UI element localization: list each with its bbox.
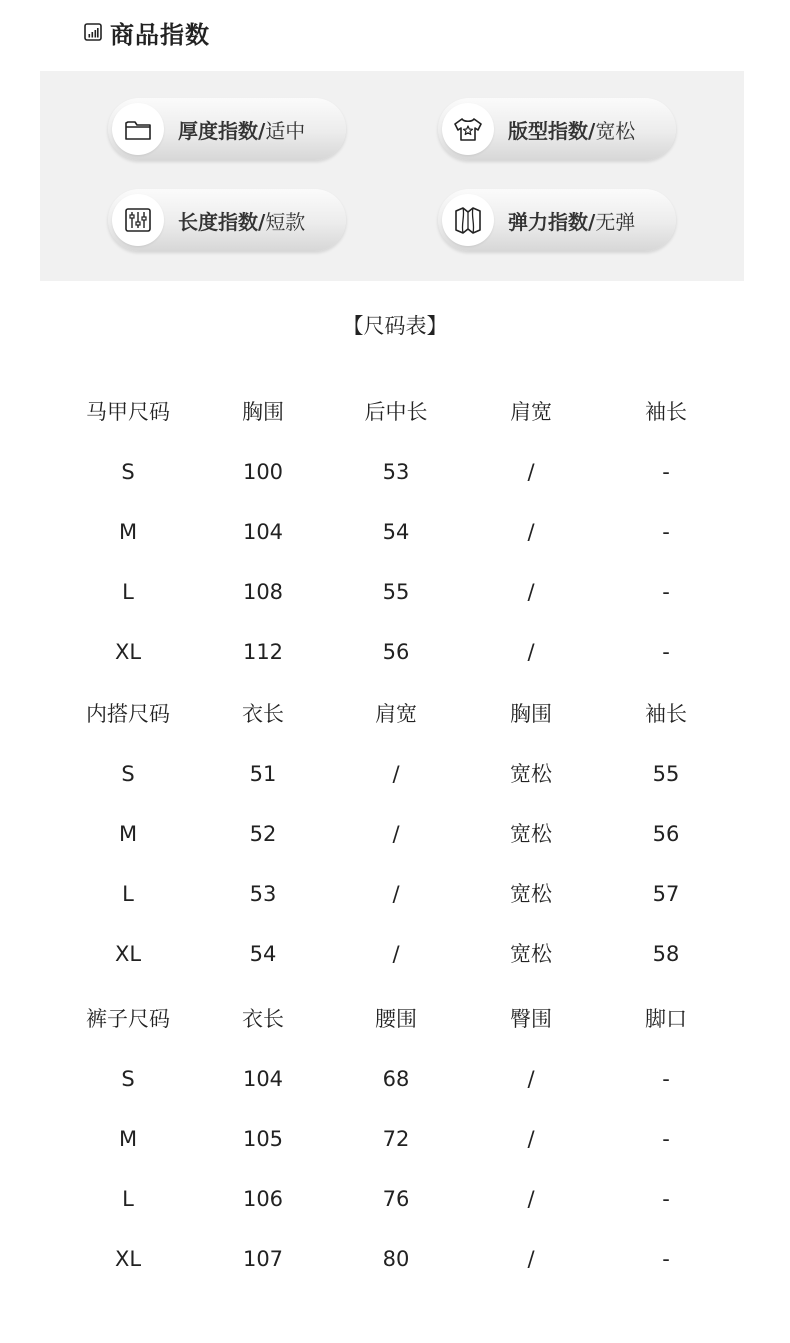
table-cell: XL — [114, 640, 142, 664]
folder-icon — [112, 103, 164, 155]
table-cell: / — [527, 1247, 535, 1271]
index-value: 宽松 — [595, 118, 636, 143]
table-cell: - — [662, 1247, 670, 1271]
table-cell: / — [527, 1067, 535, 1091]
table-cell: 72 — [382, 1127, 410, 1151]
table-cell: L — [122, 580, 134, 604]
table-cell: 56 — [382, 640, 410, 664]
table-cell: - — [662, 520, 670, 544]
page-title: 商品指数 — [110, 20, 210, 49]
table-row — [0, 512, 790, 552]
size-table-title: 【尺码表】 — [342, 314, 448, 338]
map-icon — [442, 194, 494, 246]
table-header-row — [0, 999, 790, 1039]
table-cell: 56 — [652, 822, 680, 846]
index-label: 厚度指数/ — [178, 118, 266, 143]
table-cell: 55 — [652, 762, 680, 786]
table-row — [0, 1239, 790, 1279]
table-cell: M — [118, 520, 138, 544]
table-row — [0, 452, 790, 492]
column-header: 肩宽 — [510, 400, 552, 424]
table-cell: 54 — [382, 520, 410, 544]
table-cell: 宽松 — [510, 822, 552, 846]
table-cell: XL — [114, 1247, 142, 1271]
column-header: 内搭尺码 — [86, 702, 170, 726]
column-header: 衣长 — [242, 702, 284, 726]
table-cell: 76 — [382, 1187, 410, 1211]
table-cell: / — [392, 762, 400, 786]
table-row — [0, 934, 790, 974]
table-cell: 58 — [652, 942, 680, 966]
table-header-row — [0, 694, 790, 734]
table-cell: 105 — [242, 1127, 284, 1151]
index-value: 无弹 — [595, 209, 636, 234]
column-header: 衣长 — [242, 1007, 284, 1031]
index-length — [108, 189, 346, 251]
table-cell: M — [118, 822, 138, 846]
column-header: 后中长 — [364, 400, 428, 424]
table-cell: 53 — [249, 882, 277, 906]
table-cell: / — [527, 1187, 535, 1211]
column-header: 脚口 — [645, 1007, 687, 1031]
column-header: 胸围 — [242, 400, 284, 424]
column-header: 裤子尺码 — [86, 1007, 170, 1031]
table-row — [0, 572, 790, 612]
bar-chart-icon — [84, 23, 102, 41]
index-value: 适中 — [265, 118, 306, 143]
table-cell: / — [392, 882, 400, 906]
table-cell: L — [122, 882, 134, 906]
table-row — [0, 1119, 790, 1159]
table-row — [0, 632, 790, 672]
index-label: 弹力指数/ — [508, 209, 596, 234]
table-cell: S — [121, 1067, 135, 1091]
table-row — [0, 1059, 790, 1099]
column-header: 胸围 — [510, 702, 552, 726]
table-cell: 54 — [249, 942, 277, 966]
table-cell: L — [122, 1187, 134, 1211]
tshirt-icon — [442, 103, 494, 155]
index-label: 长度指数/ — [178, 209, 266, 234]
table-cell: 80 — [382, 1247, 410, 1271]
slider-icon — [112, 194, 164, 246]
column-header: 腰围 — [375, 1007, 417, 1031]
table-row — [0, 874, 790, 914]
table-cell: / — [527, 640, 535, 664]
column-header: 袖长 — [645, 400, 687, 424]
column-header: 肩宽 — [375, 702, 417, 726]
table-cell: 57 — [652, 882, 680, 906]
table-cell: / — [392, 822, 400, 846]
table-cell: S — [121, 762, 135, 786]
table-cell: - — [662, 580, 670, 604]
index-elasticity — [438, 189, 676, 251]
index-fit — [438, 98, 676, 160]
table-cell: / — [527, 460, 535, 484]
table-cell: 51 — [249, 762, 277, 786]
column-header: 马甲尺码 — [86, 400, 170, 424]
column-header: 袖长 — [645, 702, 687, 726]
table-cell: / — [392, 942, 400, 966]
index-panel — [40, 71, 744, 281]
table-cell: 宽松 — [510, 882, 552, 906]
table-cell: 53 — [382, 460, 410, 484]
index-value: 短款 — [265, 209, 306, 234]
table-cell: 宽松 — [510, 942, 552, 966]
table-cell: / — [527, 580, 535, 604]
table-cell: - — [662, 1067, 670, 1091]
table-cell: 112 — [242, 640, 284, 664]
table-cell: 106 — [242, 1187, 284, 1211]
table-cell: XL — [114, 942, 142, 966]
table-cell: M — [118, 1127, 138, 1151]
table-cell: 55 — [382, 580, 410, 604]
column-header: 臀围 — [510, 1007, 552, 1031]
table-cell: 104 — [242, 1067, 284, 1091]
table-cell: 104 — [242, 520, 284, 544]
table-cell: 108 — [242, 580, 284, 604]
table-cell: S — [121, 460, 135, 484]
table-cell: - — [662, 1127, 670, 1151]
table-cell: 107 — [242, 1247, 284, 1271]
table-cell: - — [662, 640, 670, 664]
table-cell: / — [527, 520, 535, 544]
table-row — [0, 814, 790, 854]
table-cell: - — [662, 1187, 670, 1211]
index-thickness — [108, 98, 346, 160]
table-row — [0, 1179, 790, 1219]
index-label: 版型指数/ — [508, 118, 596, 143]
table-cell: 100 — [242, 460, 284, 484]
section-header — [84, 14, 210, 50]
table-cell: 52 — [249, 822, 277, 846]
table-cell: 68 — [382, 1067, 410, 1091]
table-row — [0, 754, 790, 794]
table-cell: 宽松 — [510, 762, 552, 786]
table-cell: - — [662, 460, 670, 484]
table-header-row — [0, 392, 790, 432]
table-cell: / — [527, 1127, 535, 1151]
